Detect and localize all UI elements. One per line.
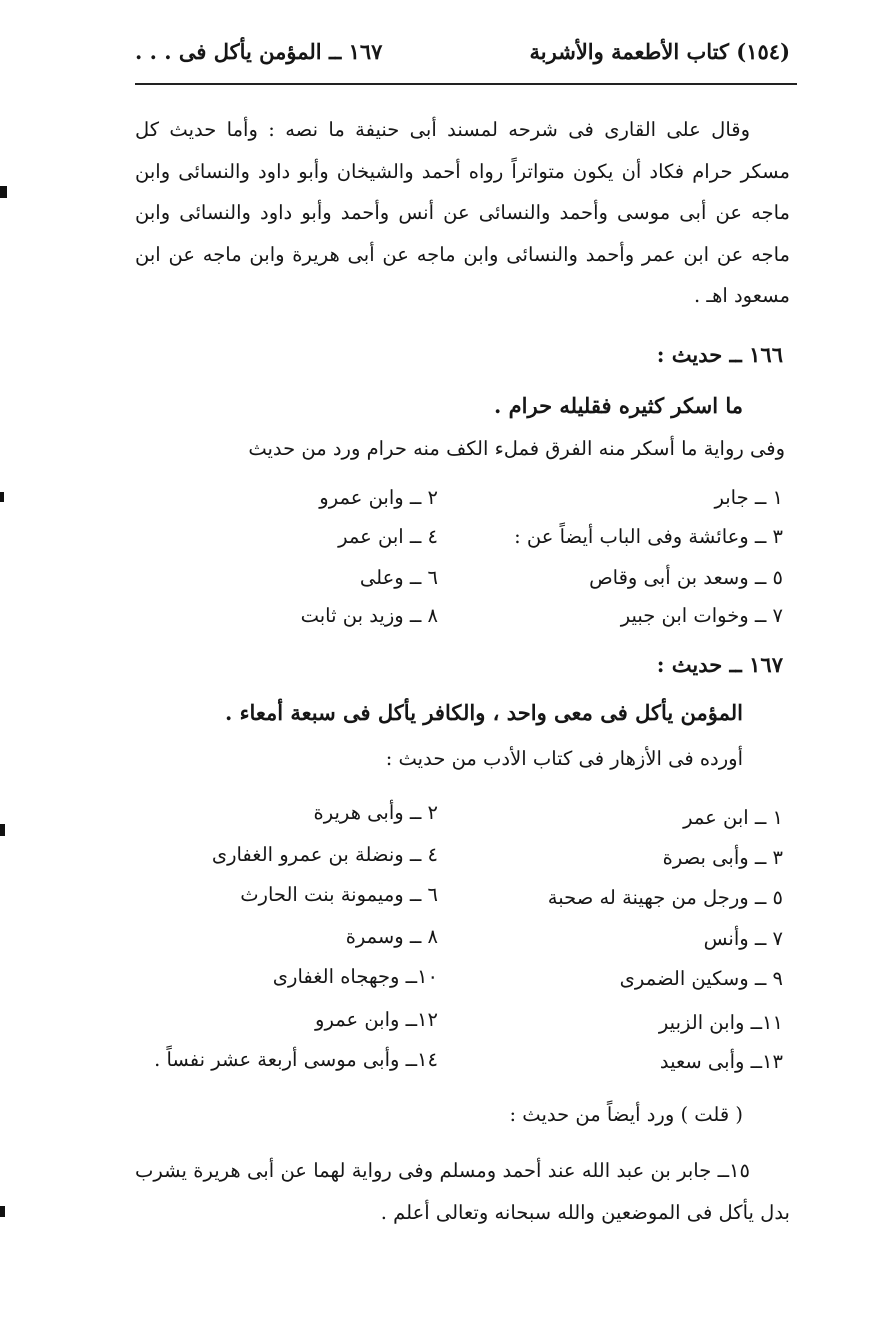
hadith-166-narrator-7: ٧ ــ وخوات ابن جبير xyxy=(620,604,783,627)
hadith-167-narrator-10: ١٠ــ وجهجاه الغفارى xyxy=(272,965,438,988)
hadith-166-narrator-2: ٢ ــ وابن عمرو xyxy=(319,486,438,509)
page-header xyxy=(135,30,790,74)
hadith-167-narrator-7: ٧ ــ وأنس xyxy=(703,927,783,950)
hadith-167-narrator-2: ٢ ــ وأبى هريرة xyxy=(313,801,438,824)
header-chapter-title: (١٥٤) كتاب الأطعمة والأشربة xyxy=(529,39,790,64)
hadith-166-narrator-4: ٤ ــ ابن عمر xyxy=(338,525,438,548)
hadith-167-narrator-1: ١ ــ ابن عمر xyxy=(683,806,783,829)
hadith-167-note: أورده فى الأزهار فى كتاب الأدب من حديث : xyxy=(385,747,743,770)
hadith-167-narrator-5: ٥ ــ ورجل من جهينة له صحبة xyxy=(547,886,783,909)
hadith-167-narrator-9: ٩ ــ وسكين الضمرى xyxy=(619,967,783,990)
hadith-167-narrator-11: ١١ــ وابن الزبير xyxy=(658,1011,783,1034)
hadith-167-narrator-6: ٦ ــ وميمونة بنت الحارث xyxy=(240,883,438,906)
hadith-167-narrator-8: ٨ ــ وسمرة xyxy=(345,925,438,948)
header-rule xyxy=(135,83,797,85)
hadith-167-number: ١٦٧ ــ حديث : xyxy=(656,652,783,677)
hadith-166-text: ما اسكر كثيره فقليله حرام . xyxy=(494,393,743,418)
hadith-166-note: وفى رواية ما أسكر منه الفرق فملء الكف منه حرام ورد من حديث xyxy=(248,437,785,460)
hadith-166-narrator-3: ٣ ــ وعائشة وفى الباب أيضاً عن : xyxy=(514,525,783,548)
scan-edge-mark xyxy=(0,824,5,836)
hadith-166-narrator-6: ٦ ــ وعلى xyxy=(359,566,438,589)
hadith-167-narrator-13: ١٣ــ وأبى سعيد xyxy=(659,1050,783,1073)
scan-edge-mark xyxy=(0,1206,5,1217)
hadith-167-narrator-14: ١٤ــ وأبى موسى أربعة عشر نفساً . xyxy=(154,1048,438,1071)
header-section-title: ١٦٧ ــ المؤمن يأكل فى . . . xyxy=(135,39,383,64)
hadith-166-narrator-1: ١ ــ جابر xyxy=(714,486,783,509)
scan-edge-mark xyxy=(0,186,7,198)
hadith-167-narrator-4: ٤ ــ ونضلة بن عمرو الغفارى xyxy=(211,843,438,866)
hadith-166-narrator-5: ٥ ــ وسعد بن أبى وقاص xyxy=(589,566,783,589)
hadith-167-narrator-3: ٣ ــ وأبى بصرة xyxy=(662,846,783,869)
hadith-167-addendum-text: ١٥ــ جابر بن عبد الله عند أحمد ومسلم وفى رواية لهما عن أبى هريرة يشرب بدل يأكل فى الموضعين والله سبحانه وتعالى أعلم . xyxy=(135,1159,790,1224)
hadith-167-text: المؤمن يأكل فى معى واحد ، والكافر يأكل فى سبعة أمعاء . xyxy=(224,700,743,725)
scan-edge-mark xyxy=(0,492,4,502)
intro-paragraph: وقال على القارى فى شرحه لمسند أبى حنيفة ما نصه : وأما حديث كل مسكر حرام فكاد أن يكون متواتراً رواه أحمد والشيخان وأبو داود والنسائى وابن ماجه عن أبى موسى وأحمد والنسائى عن أنس وأحمد وأبو داود والنسائى وابن ماجه عن ابن عمر وأحمد والنسائى وابن ماجه عن أبى هريرة وابن ماجه عن ابن مسعود اهـ . xyxy=(135,118,790,308)
hadith-167-addendum-label: ( قلت ) ورد أيضاً من حديث : xyxy=(509,1103,743,1126)
hadith-166-narrator-8: ٨ ــ وزيد بن ثابت xyxy=(300,604,438,627)
hadith-167-narrator-12: ١٢ــ وابن عمرو xyxy=(315,1008,438,1031)
hadith-166-number: ١٦٦ ــ حديث : xyxy=(656,342,783,367)
